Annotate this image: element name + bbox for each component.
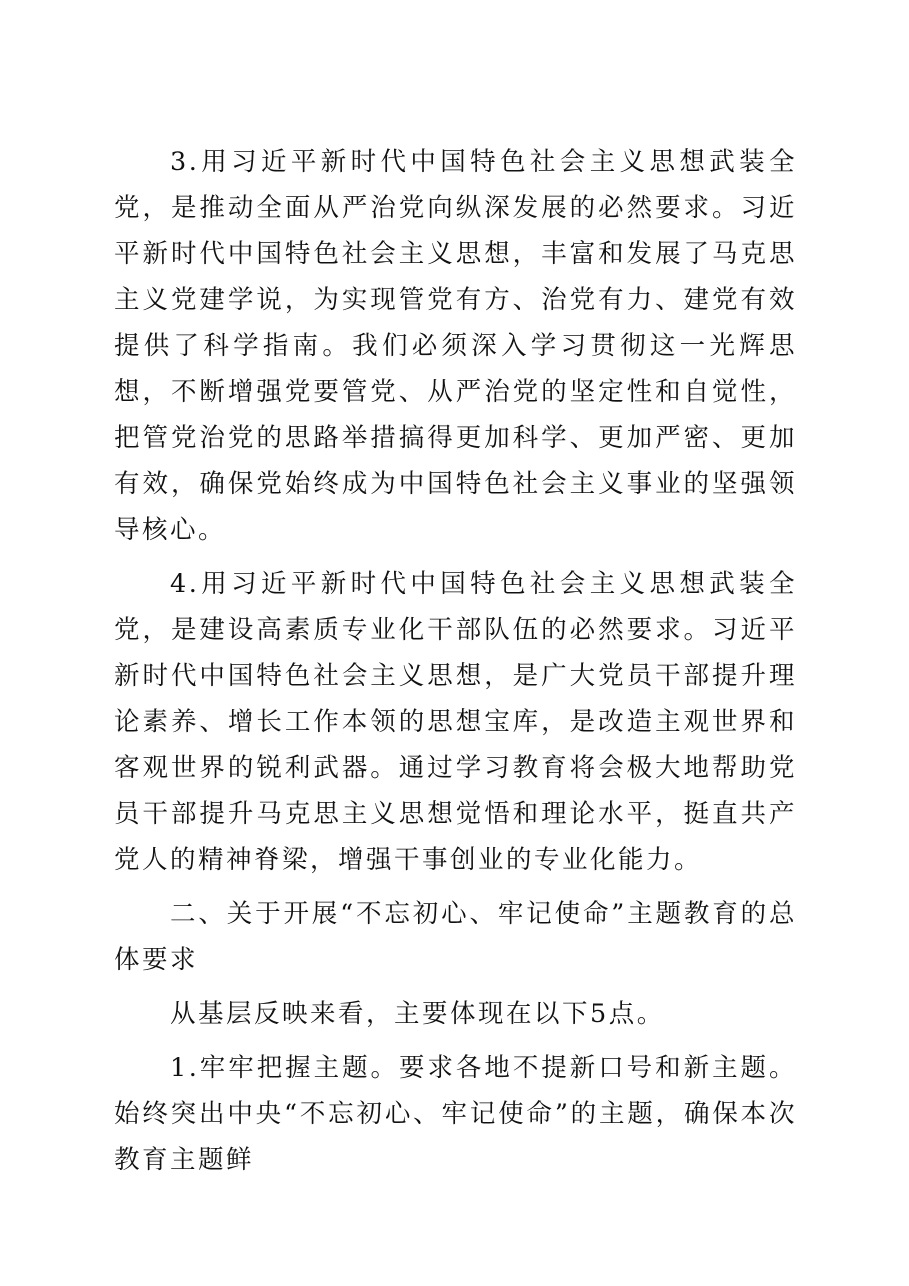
paragraph-intro: 从基层反映来看，主要体现在以下5点。 — [170, 999, 665, 1029]
paragraph-requirement-1: 1.牢牢把握主题。要求各地不提新口号和新主题。始终突出中央“不忘初心、牢记使命”的主题，确保本次教育主题鲜 — [114, 1053, 797, 1175]
paragraph-point-4: 4.用习近平新时代中国特色社会主义思想武装全党，是建设高素质专业化干部队伍的必然要求。习近平新时代中国特色社会主义思想，是广大党员干部提升理论素养、增长工作本领的思想宝库，是改造主观世界和客观世界的锐利武器。通过学习教育将会极大地帮助党员干部提升马克思主义思想觉悟和理论水平，挺直共产党人的精神脊梁，增强干事创业的专业化能力。 — [114, 569, 797, 875]
section-heading-2: 二、关于开展“不忘初心、牢记使命”主题教育的总体要求 — [114, 899, 797, 975]
paragraph-point-3: 3.用习近平新时代中国特色社会主义思想武装全党，是推动全面从严治党向纵深发展的必然要求。习近平新时代中国特色社会主义思想，丰富和发展了马克思主义党建学说，为实现管党有方、治党有力、建党有效提供了科学指南。我们必须深入学习贯彻这一光辉思想，不断增强党要管党、从严治党的坚定性和自觉性，把管党治党的思路举措搞得更加科学、更加严密、更加有效，确保党始终成为中国特色社会主义事业的坚强领导核心。 — [114, 147, 797, 545]
document-body — [114, 139, 797, 1191]
